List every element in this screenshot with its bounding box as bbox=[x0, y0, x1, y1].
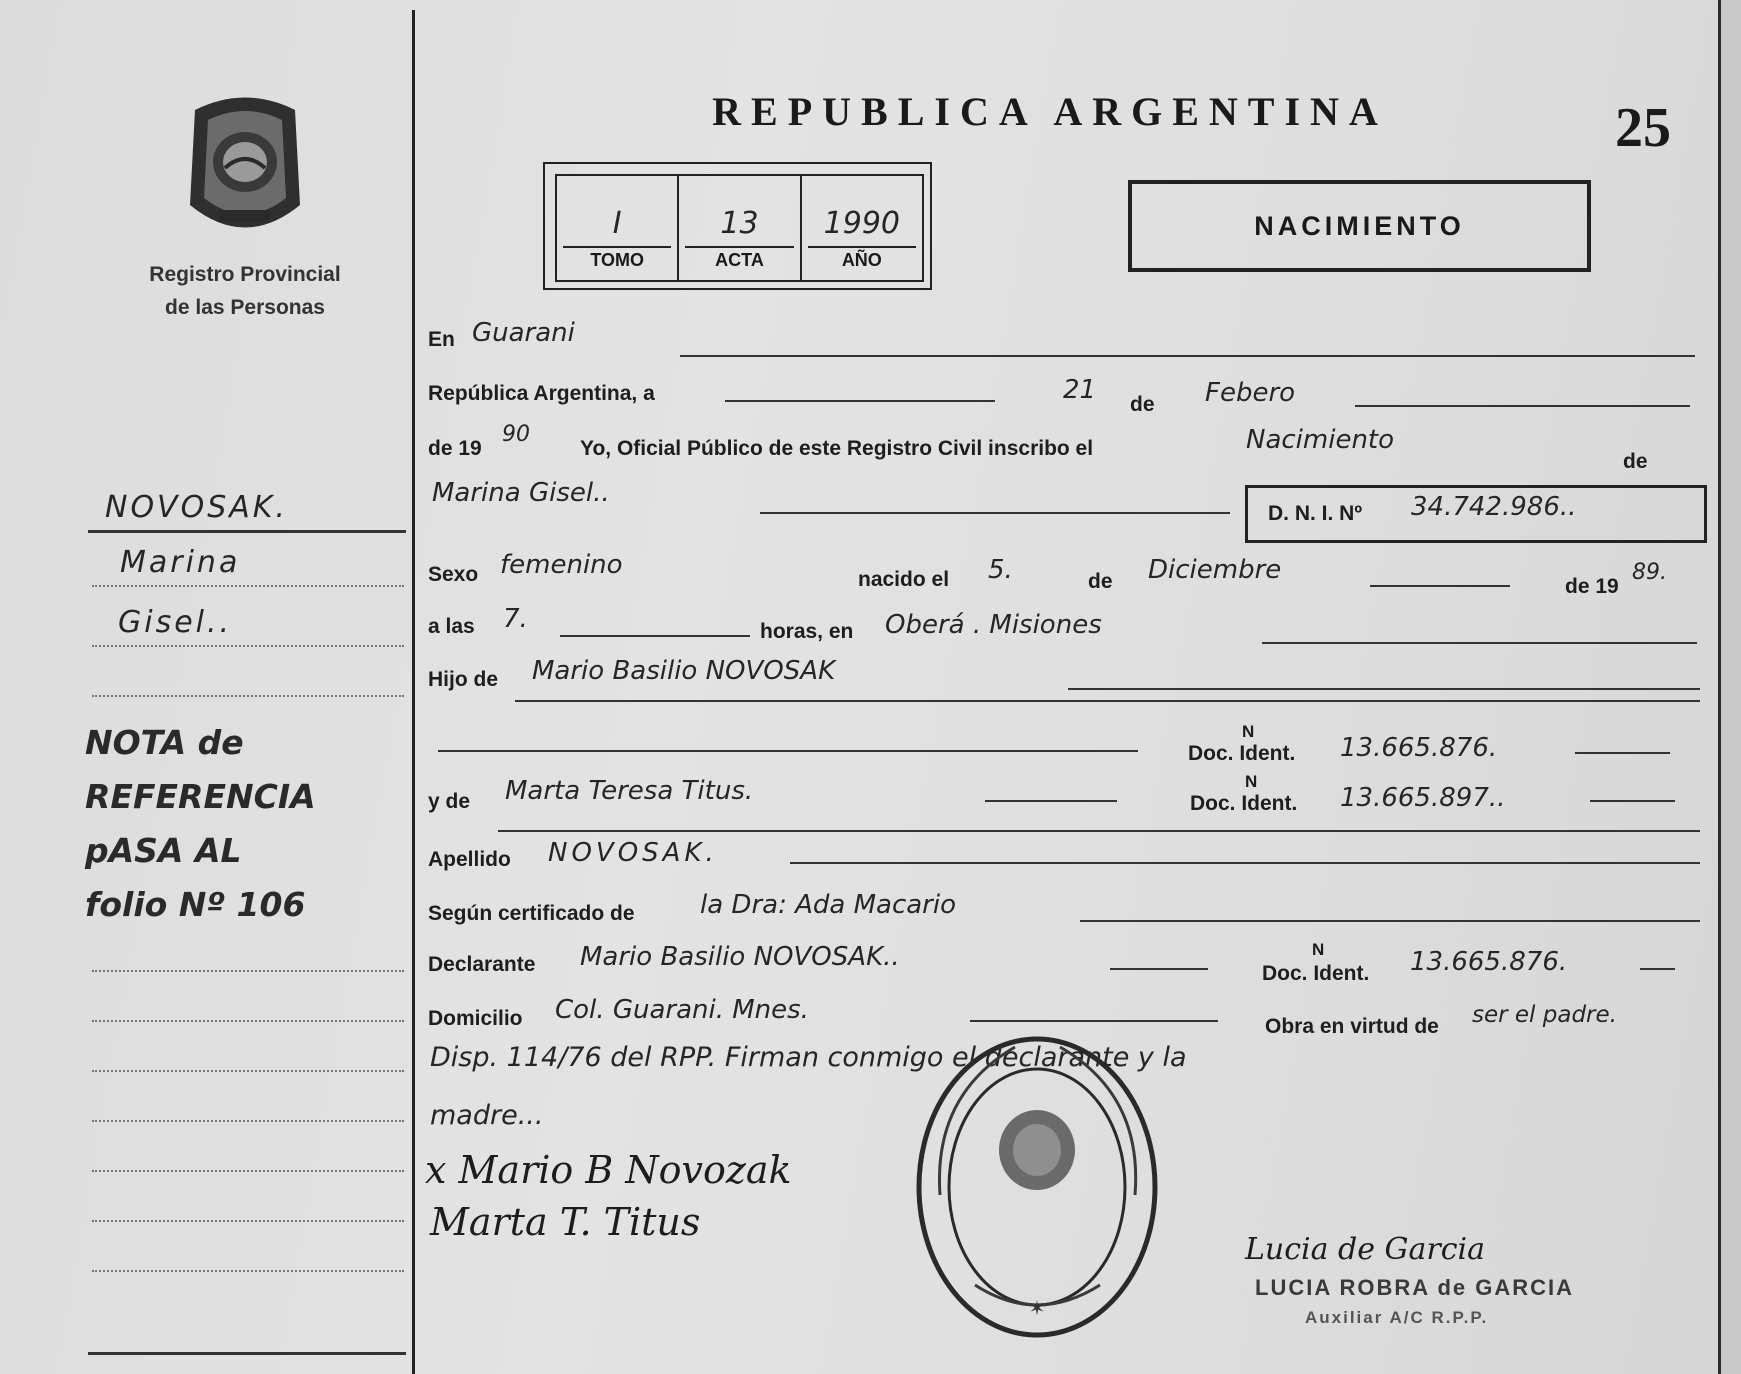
observaciones-line-1: Disp. 114/76 del RPP. Firman conmigo el declarante y la bbox=[430, 1042, 1187, 1073]
note-line: folio Nº 106 bbox=[85, 885, 306, 924]
margin-rule bbox=[92, 1070, 404, 1072]
form-rule bbox=[560, 635, 750, 637]
margin-rule bbox=[92, 645, 404, 647]
form-rule bbox=[1068, 688, 1700, 690]
note-line: pASA AL bbox=[85, 831, 242, 870]
page-number: 25 bbox=[1615, 97, 1671, 159]
mother-signature: Marta T. Titus bbox=[430, 1200, 701, 1244]
margin-name-1: Marina bbox=[120, 545, 241, 580]
record-reference-box bbox=[543, 162, 932, 290]
margin-rule bbox=[92, 1170, 404, 1172]
svg-text:✶: ✶ bbox=[1028, 1296, 1046, 1320]
doc-declarante-value: 13.665.876. bbox=[1410, 947, 1568, 977]
form-rule bbox=[1640, 968, 1675, 970]
sexo-label: Sexo bbox=[428, 563, 479, 586]
form-rule bbox=[970, 1020, 1218, 1022]
declarante-value: Mario Basilio NOVOSAK.. bbox=[580, 942, 900, 972]
obra-value: ser el padre. bbox=[1472, 1002, 1617, 1028]
doc-madre-sup: N bbox=[1245, 772, 1258, 791]
en-label: En bbox=[428, 328, 455, 351]
margin-rule bbox=[88, 530, 406, 533]
anio-value: 1990 bbox=[823, 206, 900, 241]
father-signature: x Mario B Novozak bbox=[425, 1148, 792, 1192]
note-line: REFERENCIA bbox=[85, 777, 316, 816]
official-role: Auxiliar A/C R.P.P. bbox=[1305, 1308, 1489, 1327]
hijo-label: Hijo de bbox=[428, 668, 499, 691]
nacido-year: 89. bbox=[1632, 560, 1667, 585]
doc-padre-label: Doc. Ident. bbox=[1188, 742, 1296, 765]
obra-label: Obra en virtud de bbox=[1265, 1015, 1439, 1038]
form-rule bbox=[1080, 920, 1700, 922]
fecha-day: 21 bbox=[1063, 375, 1097, 405]
provincial-emblem-icon bbox=[180, 90, 310, 240]
tomo-label: TOMO bbox=[563, 246, 671, 271]
form-rule bbox=[1355, 405, 1690, 407]
domicilio-label: Domicilio bbox=[428, 1007, 523, 1030]
margin-rule bbox=[92, 695, 404, 697]
doc-padre-sup: N bbox=[1242, 722, 1255, 741]
official-name: LUCIA ROBRA de GARCIA bbox=[1255, 1275, 1575, 1300]
form-rule bbox=[1370, 585, 1510, 587]
margin-rule bbox=[92, 1270, 404, 1272]
dni-box bbox=[1245, 485, 1707, 543]
record-type-box bbox=[1128, 180, 1591, 272]
margin-divider bbox=[412, 10, 415, 1374]
inscribo-text: Yo, Oficial Público de este Registro Civil inscribo el bbox=[580, 437, 1094, 460]
form-rule bbox=[1590, 800, 1675, 802]
page-edge bbox=[1718, 0, 1741, 1374]
reference-note bbox=[85, 716, 316, 932]
margin-rule bbox=[92, 1120, 404, 1122]
fecha-de-label: de bbox=[1130, 393, 1155, 416]
certificado-label: Según certificado de bbox=[428, 902, 635, 925]
sexo-value: femenino bbox=[500, 550, 623, 580]
margin-rule bbox=[92, 585, 404, 587]
form-rule bbox=[438, 750, 1138, 752]
lugar-value: Oberá . Misiones bbox=[885, 610, 1102, 640]
hora-label: a las bbox=[428, 615, 475, 638]
madre-label: y de bbox=[428, 790, 471, 813]
margin-rule bbox=[92, 1020, 404, 1022]
form-rule bbox=[985, 800, 1117, 802]
apellido-label: Apellido bbox=[428, 848, 511, 871]
certificado-value: la Dra: Ada Macario bbox=[700, 890, 956, 920]
country-title: REPUBLICA ARGENTINA bbox=[712, 89, 1388, 134]
anio-value: 90 bbox=[502, 422, 530, 447]
nacido-de-label: de bbox=[1088, 570, 1113, 593]
apellido-value: NOVOSAK. bbox=[548, 838, 718, 868]
dni-value: 34.742.986.. bbox=[1411, 492, 1577, 522]
nacido-day: 5. bbox=[988, 555, 1013, 585]
registry-line-1: Registro Provincial bbox=[149, 263, 341, 286]
margin-rule bbox=[92, 1220, 404, 1222]
record-type: NACIMIENTO bbox=[1254, 211, 1465, 241]
form-rule bbox=[1262, 642, 1697, 644]
acta-label: ACTA bbox=[685, 246, 793, 271]
tomo-value: I bbox=[612, 206, 622, 241]
nacido-month: Diciembre bbox=[1148, 555, 1282, 585]
form-rule bbox=[760, 512, 1230, 514]
fecha-month: Febero bbox=[1205, 378, 1296, 408]
margin-rule bbox=[88, 1352, 406, 1355]
form-rule bbox=[1110, 968, 1208, 970]
doc-madre-label: Doc. Ident. bbox=[1190, 792, 1298, 815]
fecha-label: República Argentina, a bbox=[428, 382, 655, 405]
margin-rule bbox=[92, 970, 404, 972]
padre-value: Mario Basilio NOVOSAK bbox=[532, 656, 836, 686]
declarante-label: Declarante bbox=[428, 953, 536, 976]
anio-cell bbox=[802, 176, 922, 280]
doc-declarante-sup: N bbox=[1312, 940, 1325, 959]
acto-value: Nacimiento bbox=[1246, 425, 1395, 455]
registry-name bbox=[110, 258, 380, 324]
note-line: NOTA de bbox=[85, 723, 244, 762]
madre-value: Marta Teresa Titus. bbox=[505, 776, 754, 806]
dni-label: D. N. I. Nº bbox=[1268, 502, 1363, 525]
en-value: Guarani bbox=[472, 318, 575, 348]
nacido-year-label: de 19 bbox=[1565, 575, 1619, 598]
acta-value: 13 bbox=[720, 206, 759, 241]
form-rule bbox=[680, 355, 1695, 357]
acto-de-label: de bbox=[1623, 450, 1648, 473]
form-rule bbox=[1575, 752, 1670, 754]
doc-madre-value: 13.665.897.. bbox=[1340, 783, 1506, 813]
doc-padre-value: 13.665.876. bbox=[1340, 733, 1498, 763]
official-signature: Lucia de Garcia bbox=[1245, 1232, 1486, 1267]
form-rule bbox=[498, 830, 1700, 832]
nombre-value: Marina Gisel.. bbox=[432, 478, 610, 508]
form-rule bbox=[725, 400, 995, 402]
form-rule bbox=[515, 700, 1700, 702]
registry-line-2: de las Personas bbox=[165, 296, 325, 319]
acta-cell bbox=[679, 176, 801, 280]
observaciones-line-2: madre... bbox=[430, 1100, 544, 1131]
anio-label-text: de 19 bbox=[428, 437, 482, 460]
margin-name-2: Gisel.. bbox=[118, 605, 233, 640]
nacido-label: nacido el bbox=[858, 568, 950, 591]
horas-label: horas, en bbox=[760, 620, 854, 643]
form-rule bbox=[790, 862, 1700, 864]
anio-label: AÑO bbox=[808, 246, 916, 271]
domicilio-value: Col. Guarani. Mnes. bbox=[555, 995, 809, 1025]
doc-declarante-label: Doc. Ident. bbox=[1262, 962, 1370, 985]
margin-surname: NOVOSAK. bbox=[105, 490, 288, 525]
registry-seal-stamp bbox=[915, 1035, 1160, 1340]
hora-value: 7. bbox=[503, 604, 528, 634]
tomo-cell bbox=[557, 176, 679, 280]
